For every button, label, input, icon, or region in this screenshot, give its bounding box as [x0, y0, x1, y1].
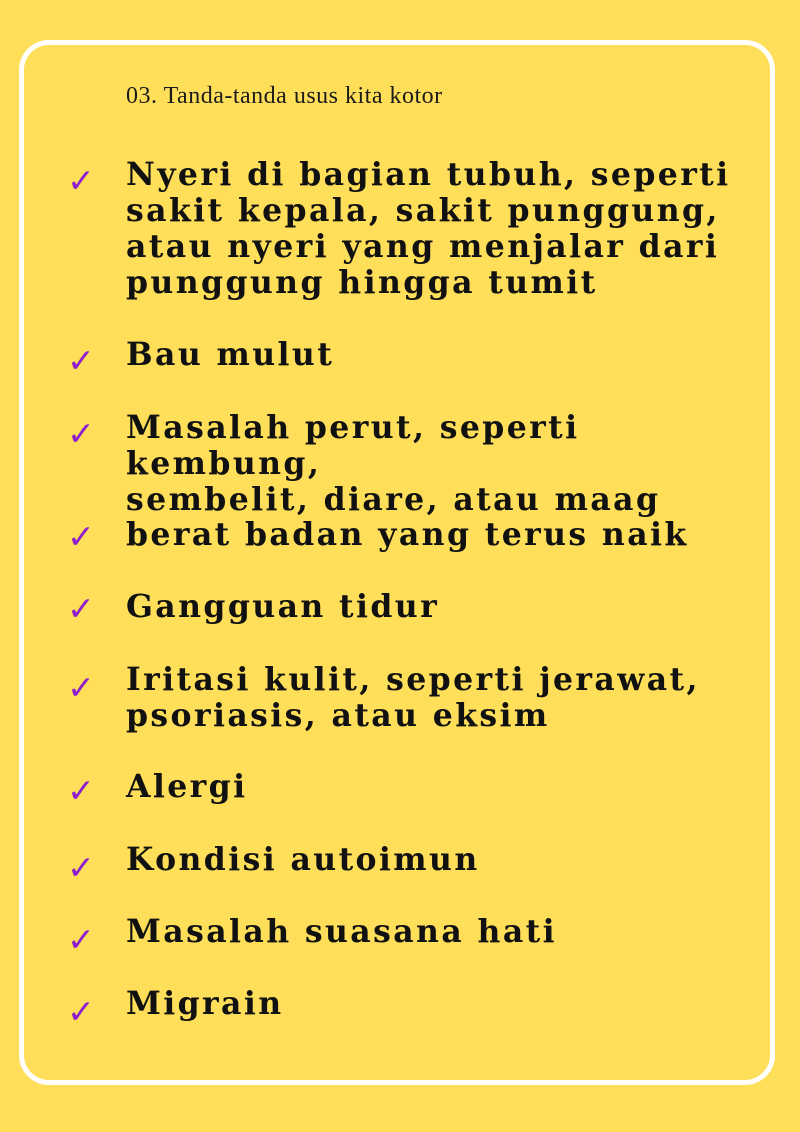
list-item-text: Alergi: [126, 768, 248, 805]
check-icon: ✓: [67, 920, 95, 959]
list-item-text: Masalah perut, seperti kembung, sembelit, diare, atau maag: [126, 409, 661, 518]
check-icon: ✓: [67, 848, 95, 887]
list-item-text: Gangguan tidur: [126, 588, 440, 625]
list-item-text: Migrain: [126, 985, 284, 1022]
check-icon: ✓: [67, 668, 95, 707]
list-item-text: berat badan yang terus naik: [126, 516, 689, 553]
check-icon: ✓: [67, 161, 95, 200]
list-item-text: Kondisi autoimun: [126, 841, 480, 878]
list-item-text: Nyeri di bagian tubuh, seperti sakit kepala, sakit punggung, atau nyeri yang menjalar dari punggung hingga tumit: [126, 156, 731, 301]
check-icon: ✓: [67, 517, 95, 556]
check-icon: ✓: [67, 589, 95, 628]
list-item-text: Bau mulut: [126, 336, 335, 373]
section-subtitle: 03. Tanda-tanda usus kita kotor: [126, 83, 443, 109]
check-icon: ✓: [67, 992, 95, 1031]
check-icon: ✓: [67, 414, 95, 453]
check-icon: ✓: [67, 771, 95, 810]
check-icon: ✓: [67, 341, 95, 380]
list-item-text: Iritasi kulit, seperti jerawat, psoriasis, atau eksim: [126, 661, 700, 734]
list-item-text: Masalah suasana hati: [126, 913, 557, 950]
